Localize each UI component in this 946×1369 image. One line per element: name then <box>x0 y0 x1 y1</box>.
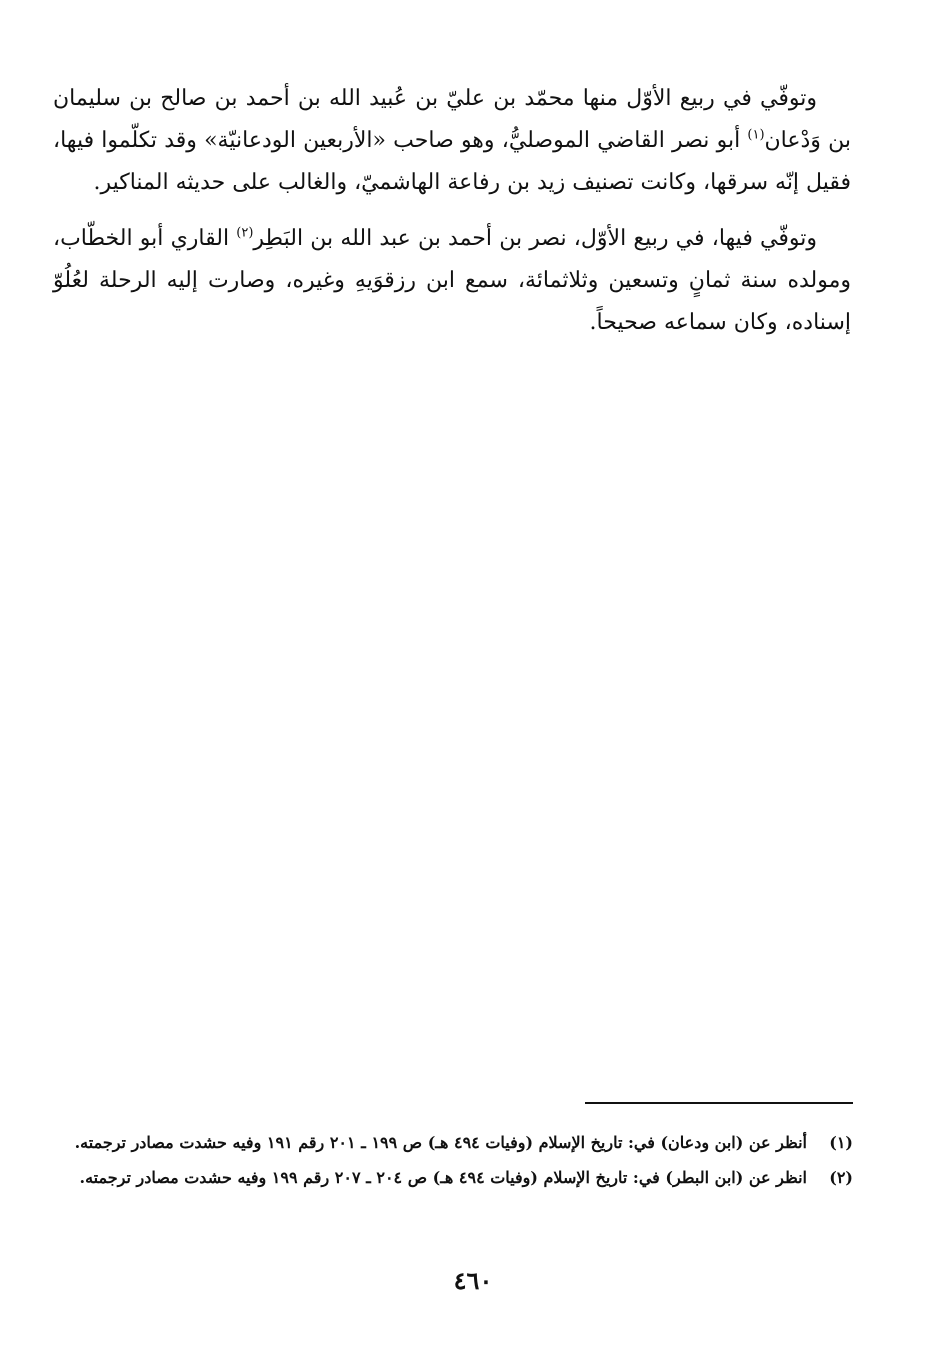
footnote-text: أنظر عن (ابن ودعان) في: تاريخ الإسلام (وفيات ٤٩٤ هـ) ص ١٩٩ ـ ٢٠١ رقم ١٩١ وفيه حشدت مصادر ترجمته. <box>74 1133 807 1152</box>
footnote <box>53 1163 853 1192</box>
footnote-reference[interactable]: (٢) <box>236 225 254 241</box>
main-text <box>53 78 851 358</box>
page-number: ٤٦٠ <box>453 1266 493 1295</box>
footnote-text: انظر عن (ابن البطر) في: تاريخ الإسلام (وفيات ٤٩٤ هـ) ص ٢٠٤ ـ ٢٠٧ رقم ١٩٩ وفيه حشدت مصادر ترجمته. <box>79 1168 807 1187</box>
footnote-number: (١) <box>829 1133 853 1152</box>
paragraph-text: القاري أبو الخطّاب، ومولده سنة ثمانٍ وتسعين وثلاثمائة، سمع ابن رزقوَيهِ وغيره، وصارت إليه الرحلة لعُلُوّ إسناده، وكان سماعه صحيحاً. <box>53 226 851 335</box>
footnotes <box>53 1128 853 1198</box>
footnote-number: (٢) <box>829 1168 853 1187</box>
paragraph-text: وتوفّي في ربيع الأوّل منها محمّد بن عليّ بن عُبيد الله بن أحمد بن صالح بن سليمان بن وَدْعان <box>53 86 851 153</box>
footnote <box>53 1128 853 1157</box>
paragraph-ibn-wadan <box>53 78 851 204</box>
footnote-reference[interactable]: (١) <box>747 127 765 143</box>
paragraph-text: أبو نصر القاضي الموصليُّ، وهو صاحب «الأربعين الودعانيّة» وقد تكلّموا فيها، فقيل إنّه سرقها، وكانت تصنيف زيد بن رفاعة الهاشميّ، والغالب على حديثه المناكير. <box>53 128 851 195</box>
paragraph-text: وتوفّي فيها، في ربيع الأوّل، نصر بن أحمد بن عبد الله بن البَطِر <box>253 226 817 251</box>
footnote-separator <box>585 1102 853 1104</box>
paragraph-ibn-albatir <box>53 218 851 344</box>
